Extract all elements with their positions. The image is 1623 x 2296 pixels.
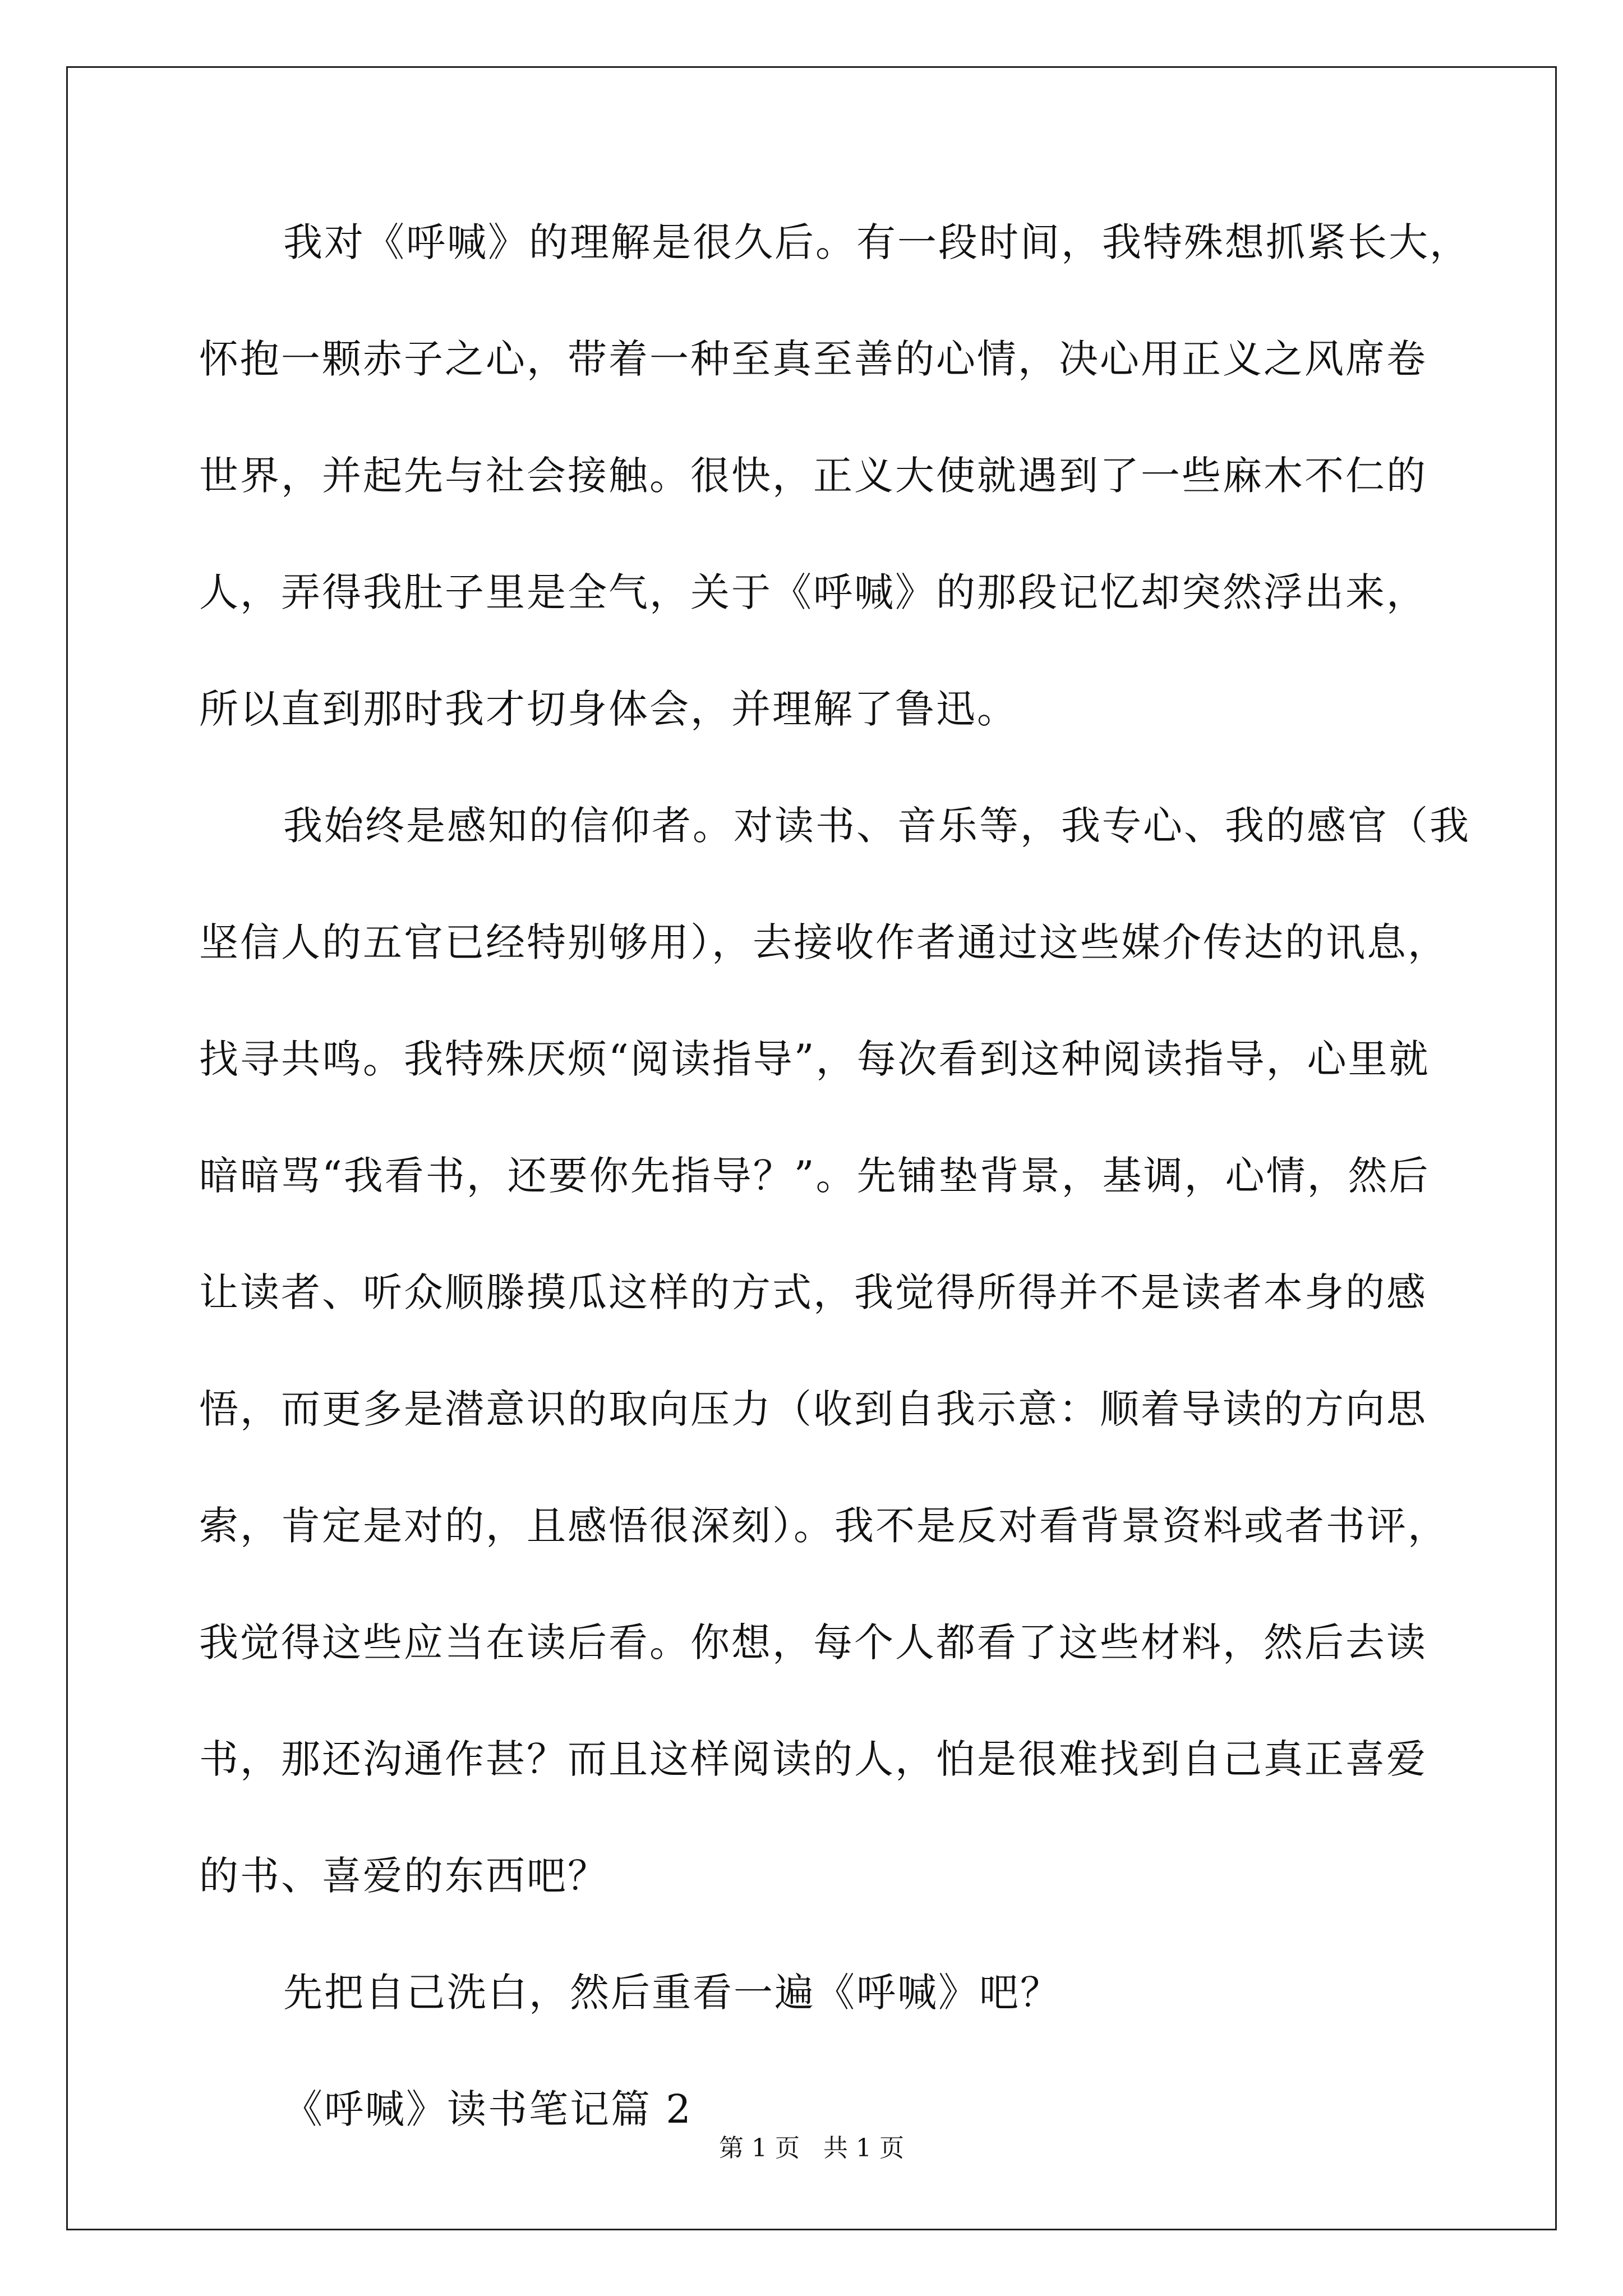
paragraph-1-line-3: 世界，并起先与社会接触。很快，正义大使就遇到了一些麻木不仁的 xyxy=(199,453,1427,499)
paragraph-3-line-1: 先把自己洗白，然后重看一遍《呼喊》吧？ xyxy=(283,1970,1061,2016)
paragraph-2-line-6: 悟，而更多是潜意识的取向压力（收到自我示意：顺着导读的方向思 xyxy=(199,1386,1427,1432)
paragraph-2-line-4: 暗暗骂“我看书，还要你先指导？”。先铺垫背景，基调，心情，然后 xyxy=(199,1153,1430,1199)
paragraph-2-line-8: 我觉得这些应当在读后看。你想，每个人都看了这些材料，然后去读 xyxy=(199,1619,1427,1665)
paragraph-2-line-3: 找寻共鸣。我特殊厌烦“阅读指导”，每次看到这种阅读指导，心里就 xyxy=(199,1036,1430,1082)
paragraph-1-line-2: 怀抱一颗赤子之心，带着一种至真至善的心情，决心用正义之风席卷 xyxy=(199,336,1427,382)
page-number-footer: 第 1 页 共 1 页 xyxy=(719,2134,904,2162)
paragraph-2-line-10: 的书、喜爱的东西吧？ xyxy=(199,1853,608,1899)
paragraph-2-line-7: 索，肯定是对的，且感悟很深刻）。我不是反对看背景资料或者书评， xyxy=(199,1503,1449,1549)
paragraph-1-line-1: 我对《呼喊》的理解是很久后。有一段时间，我特殊想抓紧长大， xyxy=(283,219,1470,265)
paragraph-1-line-4: 人，弄得我肚子里是全气，关于《呼喊》的那段记忆却突然浮出来， xyxy=(199,569,1427,615)
section-heading: 《呼喊》读书笔记篇 2 xyxy=(283,2086,693,2132)
paragraph-2-line-1: 我始终是感知的信仰者。对读书、音乐等，我专心、我的感官（我 xyxy=(283,803,1470,849)
paragraph-2-line-5: 让读者、听众顺滕摸瓜这样的方式，我觉得所得并不是读者本身的感 xyxy=(199,1269,1427,1315)
paragraph-1-line-5: 所以直到那时我才切身体会，并理解了鲁迅。 xyxy=(199,686,1018,732)
paragraph-2-line-9: 书，那还沟通作甚？而且这样阅读的人，怕是很难找到自己真正喜爱 xyxy=(199,1736,1427,1782)
paragraph-2-line-2: 坚信人的五官已经特别够用），去接收作者通过这些媒介传达的讯息， xyxy=(199,919,1449,965)
